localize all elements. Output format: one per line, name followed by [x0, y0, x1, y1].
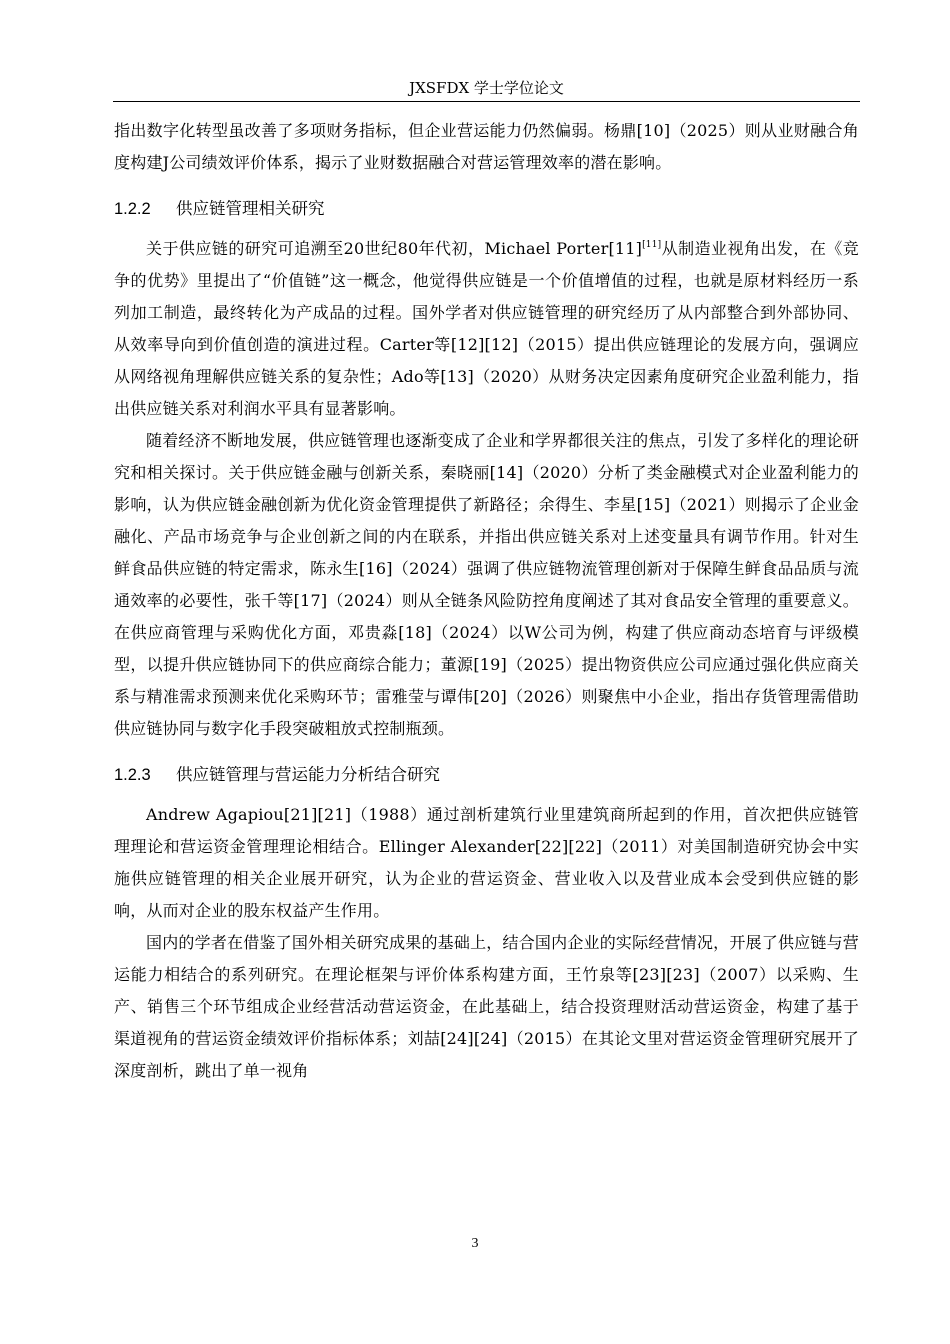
running-header: JXSFDX 学士学位论文	[409, 79, 564, 97]
header-rule	[113, 101, 860, 102]
paragraph-text: 从制造业视角出发，在《竞争的优势》里提出了“价值链”这一概念，他觉得供应链是一个价值增值的过程，也就是原材料经历一系列加工制造，最终转化为产成品的过程。国外学者对供应链管理的研究经历了从内部整合到外部协同、从效率导向到价值创造的演进过程。Carter等[12][12]（2015）提出供应链理论的发展方向，强调应从网络视角理解供应链关系的复杂性；Ado等[13]（2020）从财务决定因素角度研究企业盈利能力，指出供应链关系对利润水平具有显著影响。	[114, 239, 859, 418]
section-number: 1.2.3	[114, 766, 151, 784]
page-number: 3	[471, 1236, 479, 1251]
section-heading-1-2-3	[114, 759, 859, 791]
paragraph	[114, 233, 859, 425]
paragraph: 随着经济不断地发展，供应链管理也逐渐变成了企业和学界都很关注的焦点，引发了多样化的理论研究和相关探讨。关于供应链金融与创新关系，秦晓丽[14]（2020）分析了类金融模式对企业盈利能力的影响，认为供应链金融创新为优化资金管理提供了新路径；余得生、李星[15]（2021）则揭示了企业金融化、产品市场竞争与企业创新之间的内在联系，并指出供应链关系对上述变量具有调节作用。针对生鲜食品供应链的特定需求，陈永生[16]（2024）强调了供应链物流管理创新对于保障生鲜食品品质与流通效率的必要性，张千等[17]（2024）则从全链条风险防控角度阐述了其对食品安全管理的重要意义。在供应商管理与采购优化方面，邓贵淼[18]（2024）以W公司为例，构建了供应商动态培育与评级模型，以提升供应链协同下的供应商综合能力；董源[19]（2025）提出物资供应公司应通过强化供应商关系与精准需求预测来优化采购环节；雷雅莹与谭伟[20]（2026）则聚焦中小企业，指出存货管理需借助供应链协同与数字化手段突破粗放式控制瓶颈。	[114, 431, 859, 738]
section-number: 1.2.2	[114, 200, 151, 218]
paragraph-continued: 指出数字化转型虽改善了多项财务指标，但企业营运能力仍然偏弱。杨鼎[10]（2025）则从业财融合角度构建J公司绩效评价体系，揭示了业财数据融合对营运管理效率的潜在影响。	[114, 121, 859, 172]
section-title: 供应链管理与营运能力分析结合研究	[176, 765, 440, 784]
paragraph: Andrew Agapiou[21][21]（1988）通过剖析建筑行业里建筑商所起到的作用，首次把供应链管理理论和营运资金管理理论相结合。Ellinger Alexander[22][22]（2011）对美国制造研究协会中实施供应链管理的相关企业展开研究，认为企业的营运资金、营业收入以及营业成本会受到供应链的影响，从而对企业的股东权益产生作用。	[114, 805, 859, 920]
paragraph: 国内的学者在借鉴了国外相关研究成果的基础上，结合国内企业的实际经营情况，开展了供应链与营运能力相结合的系列研究。在理论框架与评价体系构建方面，王竹泉等[23][23]（2007）以采购、生产、销售三个环节组成企业经营活动营运资金，在此基础上，结合投资理财活动营运资金，构建了基于渠道视角的营运资金绩效评价指标体系；刘喆[24][24]（2015）在其论文里对营运资金管理研究展开了深度剖析，跳出了单一视角	[114, 933, 859, 1080]
paragraph-text: 关于供应链的研究可追溯至20世纪80年代初，Michael Porter[11]	[146, 239, 643, 258]
section-title: 供应链管理相关研究	[176, 199, 325, 218]
section-heading-1-2-2	[114, 193, 859, 225]
body-text	[114, 115, 859, 1087]
citation-superscript: [11]	[642, 240, 662, 250]
